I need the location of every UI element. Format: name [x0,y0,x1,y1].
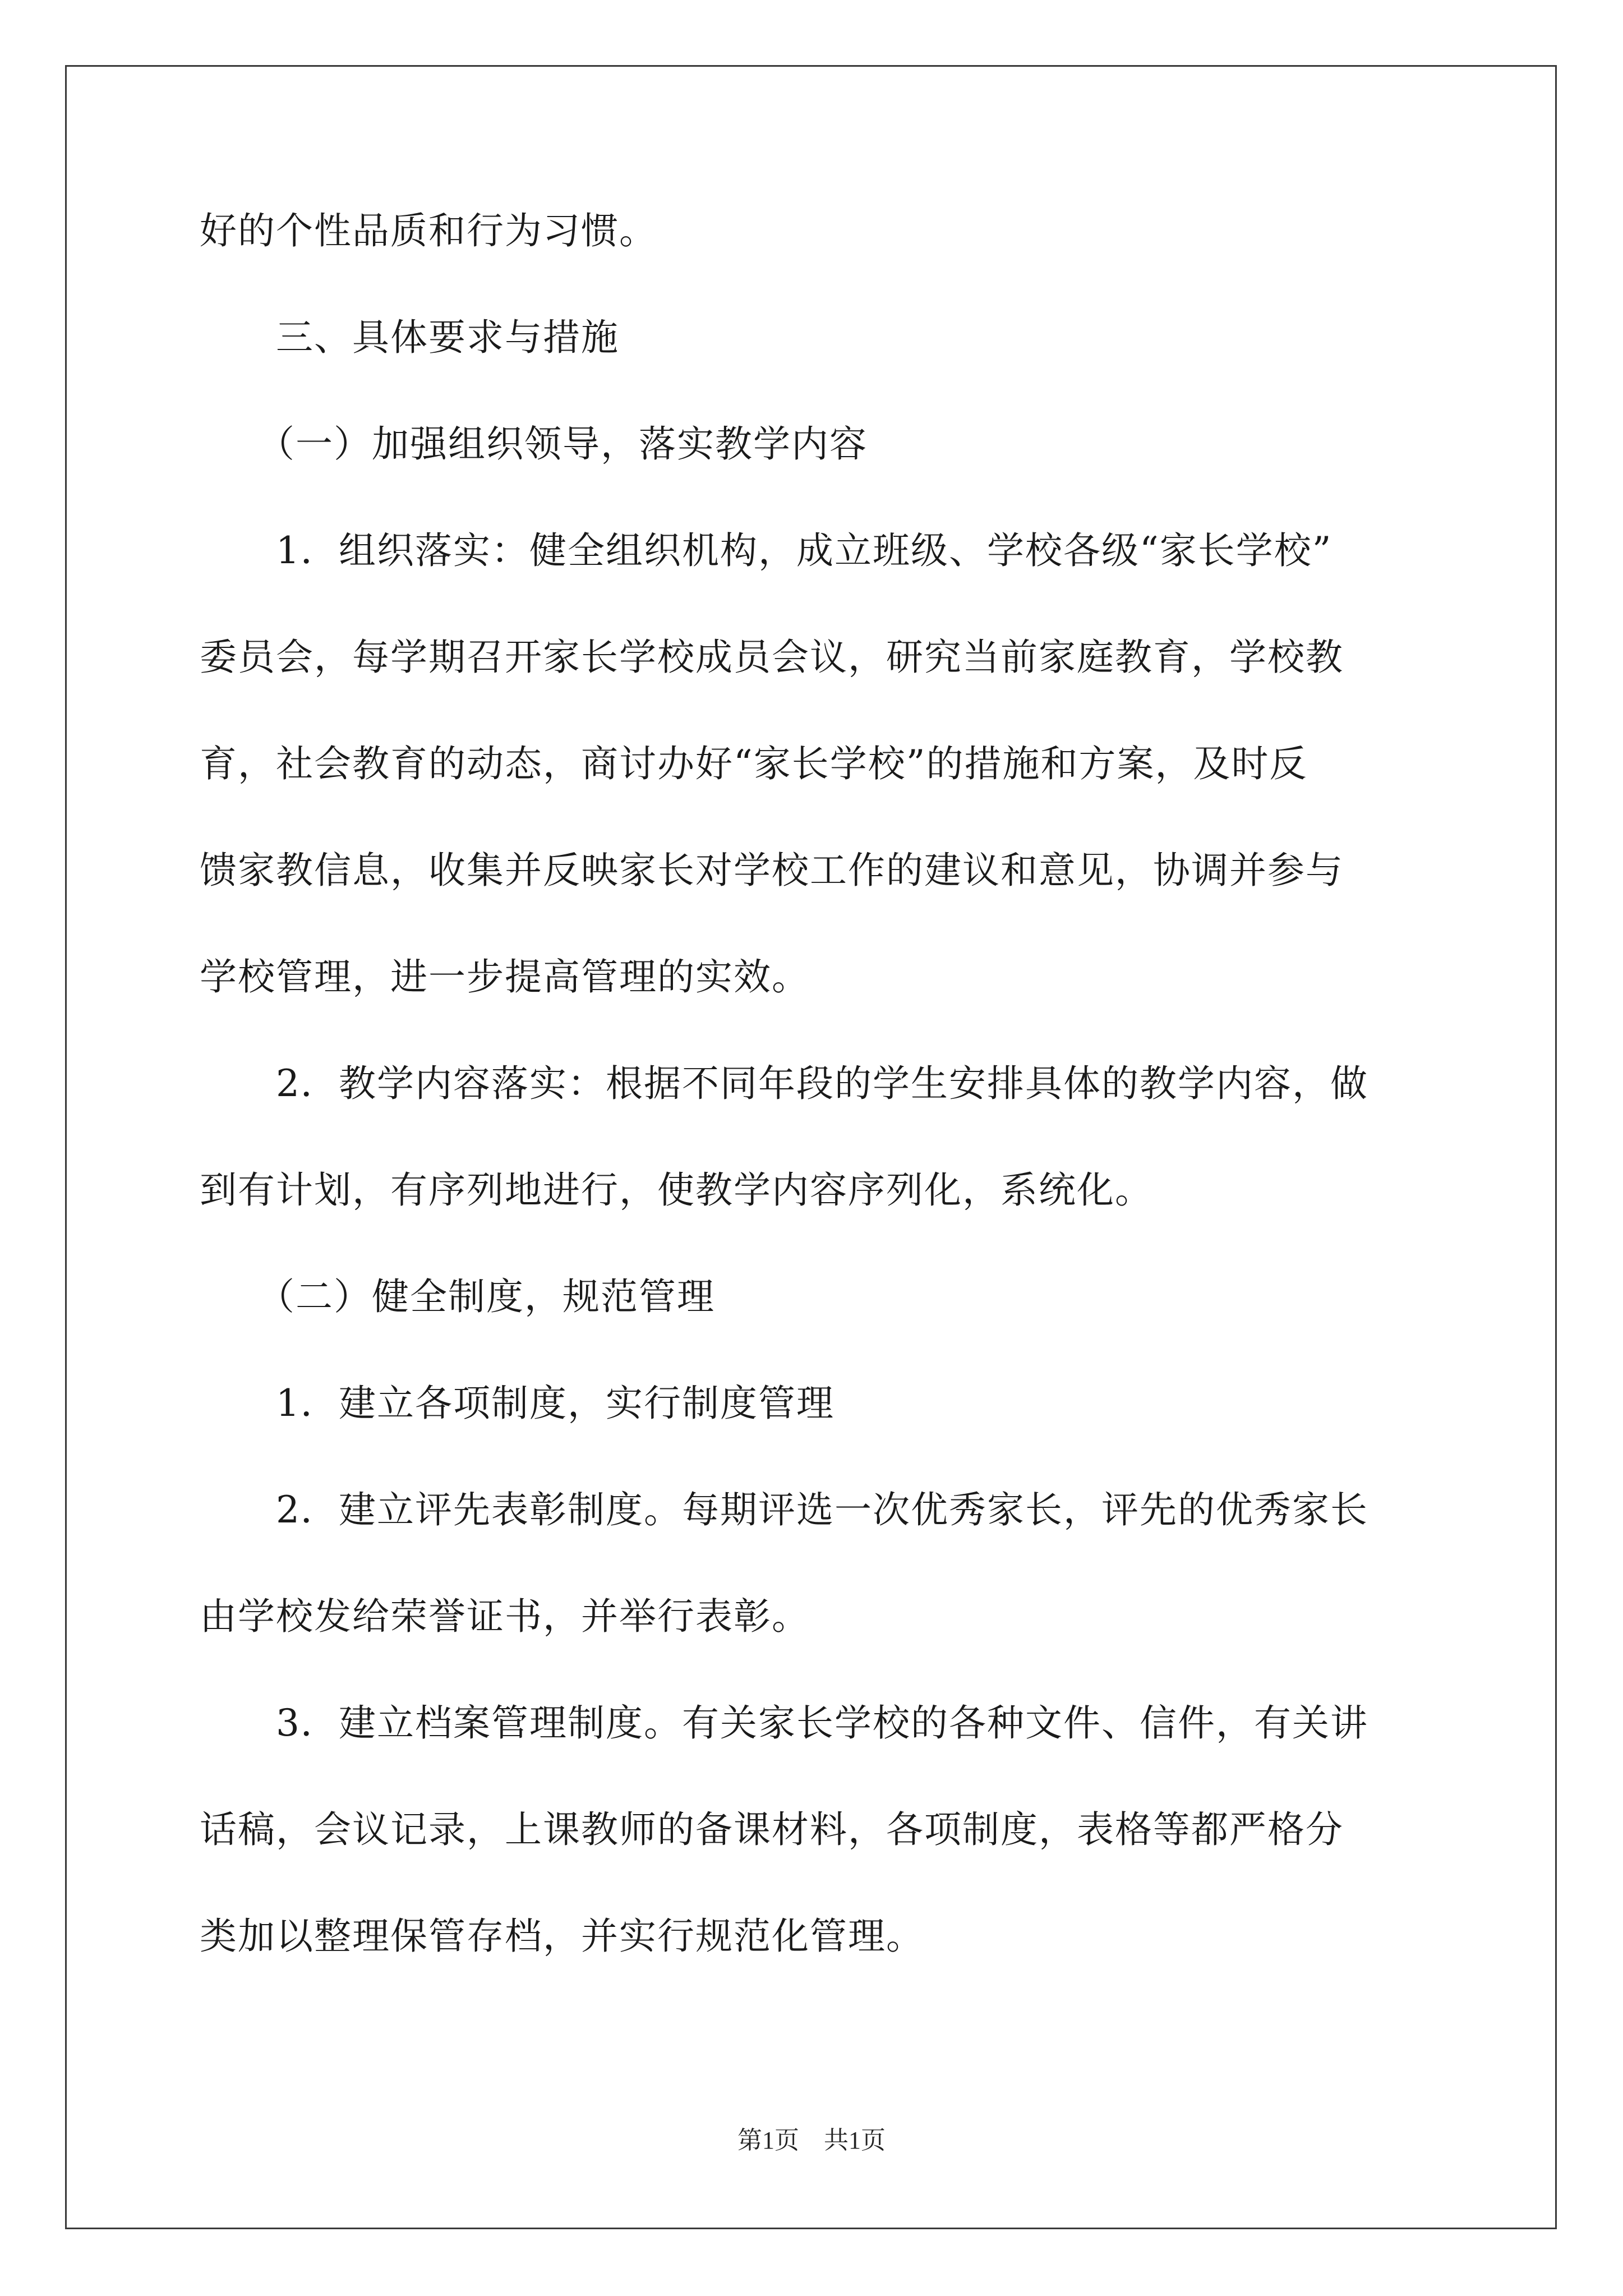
text-line: （二）健全制度，规范管理 [200,1275,715,1318]
text-line: 馈家教信息，收集并反映家长对学校工作的建议和意见，协调并参与 [200,849,1344,892]
text-line: 三、具体要求与措施 [200,316,619,359]
text-line: 到有计划，有序列地进行，使教学内容序列化，系统化。 [200,1168,1153,1212]
text-line: （一）加强组织领导，落实教学内容 [200,422,868,466]
page-number-footer: 第1页 共1页 [737,2127,886,2154]
page-border [65,65,1557,2229]
text-line: 委员会，每学期召开家长学校成员会议，研究当前家庭教育，学校教 [200,636,1344,679]
text-line: 1．建立各项制度，实行制度管理 [200,1382,834,1425]
text-line: 2．教学内容落实：根据不同年段的学生安排具体的教学内容，做 [200,1062,1368,1105]
text-line: 学校管理，进一步提高管理的实效。 [200,955,810,999]
text-line: 由学校发给荣誉证书，并举行表彰。 [200,1595,810,1638]
text-line: 话稿，会议记录，上课教师的备课材料，各项制度，表格等都严格分 [200,1808,1344,1851]
text-line: 1．组织落实：健全组织机构，成立班级、学校各级“家长学校” [200,529,1332,572]
text-line: 好的个性品质和行为习惯。 [200,209,657,252]
text-line: 育，社会教育的动态，商讨办好“家长学校”的措施和方案，及时反 [200,742,1308,785]
text-line: 类加以整理保管存档，并实行规范化管理。 [200,1915,924,1958]
text-line: 2．建立评先表彰制度。每期评选一次优秀家长，评先的优秀家长 [200,1488,1368,1531]
text-line: 3．建立档案管理制度。有关家长学校的各种文件、信件，有关讲 [200,1701,1368,1745]
